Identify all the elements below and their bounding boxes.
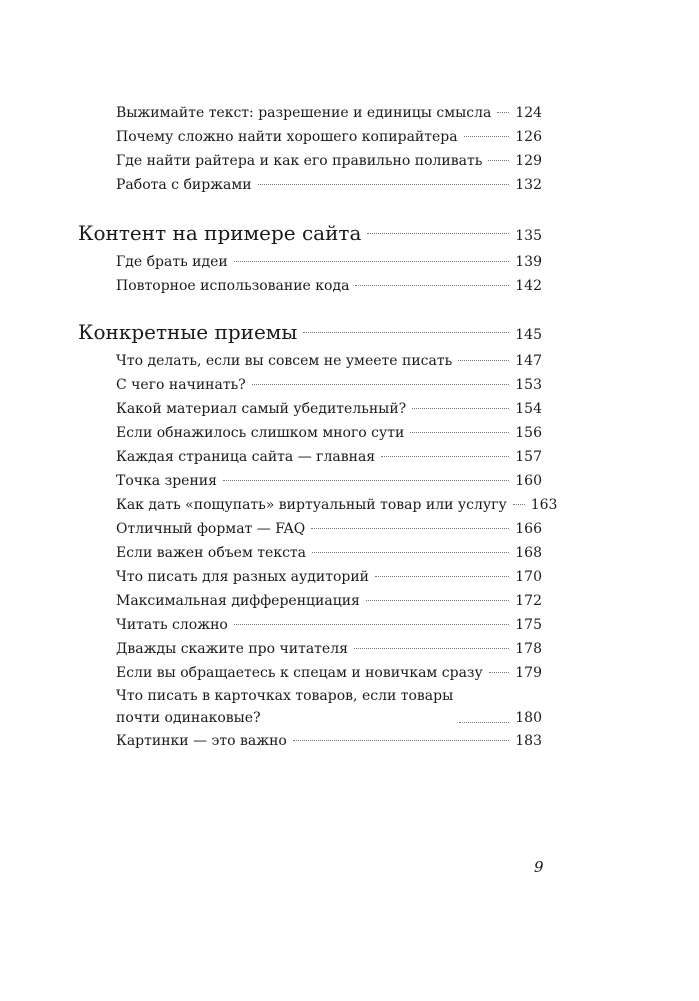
dot-leader bbox=[355, 285, 509, 286]
dot-leader bbox=[234, 624, 509, 625]
toc-entry-page: 183 bbox=[515, 733, 542, 749]
toc-entry-title: Если обнажилось слишком много сути bbox=[116, 425, 405, 441]
toc-entry-title-line: Что писать в карточках товаров, если товары bbox=[116, 688, 454, 704]
toc-entry-page: 126 bbox=[515, 129, 542, 145]
dot-leader bbox=[234, 261, 510, 262]
dot-leader bbox=[458, 360, 509, 361]
toc-entry-title: Что делать, если вы совсем не умеете писать bbox=[116, 353, 453, 369]
toc-entry-title-line: почти одинаковые? bbox=[116, 710, 261, 726]
toc-entry-page: 166 bbox=[515, 521, 542, 537]
toc-entry-page: 170 bbox=[515, 569, 542, 585]
dot-leader bbox=[303, 332, 509, 333]
page-number: 9 bbox=[534, 858, 544, 876]
toc-entry bbox=[78, 349, 542, 373]
toc-entry bbox=[78, 125, 542, 149]
toc-section-page: 135 bbox=[515, 228, 542, 244]
spacer bbox=[78, 197, 542, 219]
dot-leader bbox=[375, 576, 509, 577]
toc-entry-page: 179 bbox=[515, 665, 542, 681]
table-of-contents bbox=[78, 101, 558, 753]
toc-entry bbox=[78, 173, 542, 197]
toc-entry-title: Если вы обращаетесь к спецам и новичкам сразу bbox=[116, 665, 483, 681]
toc-entry-title: Каждая страница сайта — главная bbox=[116, 449, 376, 465]
dot-leader bbox=[464, 136, 510, 137]
toc-entry-title: Повторное использование кода bbox=[116, 278, 350, 294]
toc-entry bbox=[78, 589, 542, 613]
toc-entry bbox=[78, 101, 542, 125]
toc-entry-page: 178 bbox=[515, 641, 542, 657]
dot-leader bbox=[366, 600, 509, 601]
dot-leader bbox=[311, 528, 509, 529]
toc-entry-page: 168 bbox=[515, 545, 542, 561]
toc-section bbox=[78, 318, 542, 349]
toc-entry bbox=[78, 729, 542, 753]
toc-entry-page: 175 bbox=[515, 617, 542, 633]
toc-entry-title: Если важен объем текста bbox=[116, 545, 307, 561]
toc-entry-title: Какой материал самый убедительный? bbox=[116, 401, 407, 417]
dot-leader bbox=[354, 648, 509, 649]
dot-leader bbox=[367, 233, 509, 234]
dot-leader bbox=[381, 456, 509, 457]
toc-entry-page: 160 bbox=[515, 473, 542, 489]
toc-entry-title: Максимальная дифференциация bbox=[116, 593, 360, 609]
dot-leader bbox=[252, 384, 510, 385]
toc-entry-title: Читать сложно bbox=[116, 617, 228, 633]
dot-leader bbox=[497, 112, 509, 113]
toc-entry bbox=[78, 493, 558, 517]
toc-entry bbox=[78, 685, 542, 729]
toc-section-page: 145 bbox=[515, 327, 542, 343]
toc-entry-page: 142 bbox=[515, 278, 542, 294]
toc-entry-page: 139 bbox=[515, 254, 542, 270]
toc-section bbox=[78, 219, 542, 250]
toc-entry-title: Что писать для разных аудиторий bbox=[116, 569, 370, 585]
toc-entry-page: 154 bbox=[515, 401, 542, 417]
dot-leader bbox=[459, 722, 509, 723]
toc-entry bbox=[78, 637, 542, 661]
toc-entry bbox=[78, 469, 542, 493]
dot-leader bbox=[258, 184, 510, 185]
dot-leader bbox=[513, 504, 525, 505]
dot-leader bbox=[488, 160, 509, 161]
dot-leader bbox=[312, 552, 509, 553]
toc-entry-title: С чего начинать? bbox=[116, 377, 246, 393]
toc-section-title: Контент на примере сайта bbox=[78, 221, 362, 245]
toc-entry-page: 129 bbox=[515, 153, 542, 169]
toc-entry-title: Работа с биржами bbox=[116, 177, 252, 193]
toc-entry-title: Картинки — это важно bbox=[116, 733, 287, 749]
toc-entry bbox=[78, 274, 542, 298]
toc-entry-page: 157 bbox=[515, 449, 542, 465]
toc-entry bbox=[78, 445, 542, 469]
toc-entry bbox=[78, 613, 542, 637]
toc-entry-page: 147 bbox=[515, 353, 542, 369]
toc-entry-title bbox=[116, 685, 453, 729]
toc-entry bbox=[78, 149, 542, 173]
toc-entry bbox=[78, 541, 542, 565]
toc-entry-page: 180 bbox=[515, 710, 542, 726]
toc-entry bbox=[78, 250, 542, 274]
toc-entry-title: Выжимайте текст: разрешение и единицы смысла bbox=[116, 105, 492, 121]
dot-leader bbox=[412, 408, 509, 409]
dot-leader bbox=[293, 740, 509, 741]
toc-section-title: Конкретные приемы bbox=[78, 320, 298, 344]
toc-entry-page: 156 bbox=[515, 425, 542, 441]
toc-entry-title: Отличный формат — FAQ bbox=[116, 521, 306, 537]
toc-entry-title: Дважды скажите про читателя bbox=[116, 641, 348, 657]
toc-entry bbox=[78, 373, 542, 397]
toc-entry-page: 163 bbox=[530, 497, 558, 513]
dot-leader bbox=[223, 480, 509, 481]
toc-entry bbox=[78, 397, 542, 421]
toc-entry-page: 124 bbox=[515, 105, 543, 121]
toc-entry-title: Где найти райтера и как его правильно поливать bbox=[116, 153, 483, 169]
spacer bbox=[78, 298, 542, 318]
toc-entry-title: Почему сложно найти хорошего копирайтера bbox=[116, 129, 458, 145]
toc-entry-title: Как дать «пощупать» виртуальный товар или услугу bbox=[116, 497, 507, 513]
toc-entry-page: 153 bbox=[515, 377, 542, 393]
toc-entry-title: Точка зрения bbox=[116, 473, 217, 489]
toc-entry bbox=[78, 661, 542, 685]
dot-leader bbox=[410, 432, 509, 433]
toc-entry bbox=[78, 421, 542, 445]
dot-leader bbox=[489, 672, 509, 673]
toc-entry bbox=[78, 517, 542, 541]
toc-entry-page: 172 bbox=[515, 593, 542, 609]
toc-entry-page: 132 bbox=[515, 177, 542, 193]
toc-entry-title: Где брать идеи bbox=[116, 254, 228, 270]
toc-entry bbox=[78, 565, 542, 589]
